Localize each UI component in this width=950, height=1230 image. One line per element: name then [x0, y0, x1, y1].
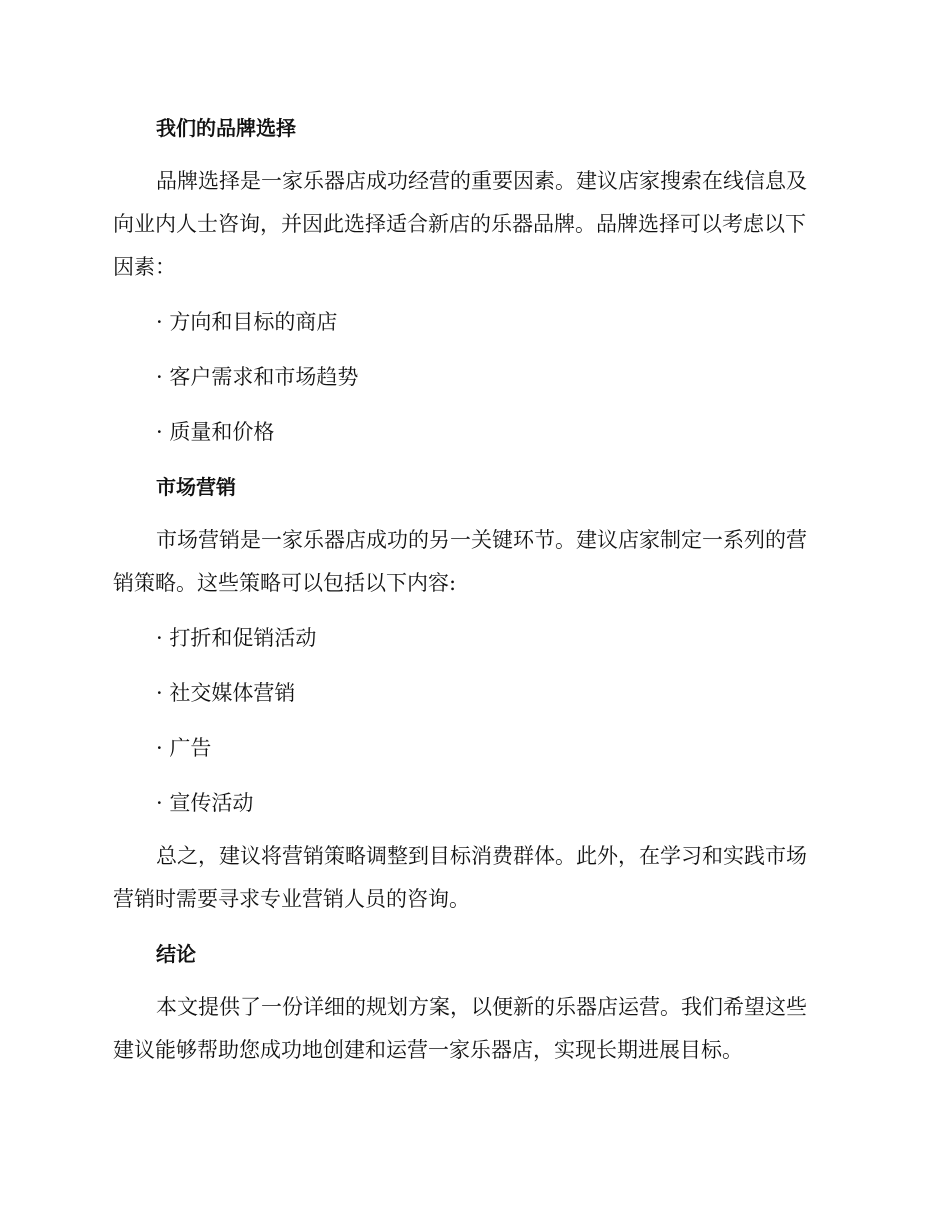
bullet-item: · 打折和促销活动: [156, 626, 317, 650]
text-line: 销策略。这些策略可以包括以下内容:: [113, 571, 457, 595]
section-heading-brand: 我们的品牌选择: [156, 116, 296, 140]
section-heading-marketing: 市场营销: [156, 475, 236, 499]
text-line: 因素：: [113, 255, 176, 279]
bullet-item: · 宣传活动: [156, 791, 254, 815]
text-line: 品牌选择是一家乐器店成功经营的重要因素。建议店家搜索在线信息及: [156, 169, 807, 193]
text-line: 本文提供了一份详细的规划方案，以便新的乐器店运营。我们希望这些: [156, 995, 807, 1019]
text-line: 总之，建议将营销策略调整到目标消费群体。此外，在学习和实践市场: [156, 844, 807, 868]
text-line: 建议能够帮助您成功地创建和运营一家乐器店，实现长期进展目标。: [113, 1038, 743, 1062]
paragraph-conclusion: [113, 986, 835, 1072]
bullet-item: · 广告: [156, 736, 212, 760]
text-line: 营销时需要寻求专业营销人员的咨询。: [113, 887, 470, 911]
paragraph-brand-intro: [113, 160, 835, 289]
bullet-item: · 质量和价格: [156, 420, 275, 444]
section-heading-conclusion: 结论: [156, 942, 196, 966]
text-line: 向业内人士咨询，并因此选择适合新店的乐器品牌。品牌选择可以考虑以下: [113, 212, 806, 236]
text-line: 市场营销是一家乐器店成功的另一关键环节。建议店家制定一系列的营: [156, 528, 807, 552]
bullet-item: · 客户需求和市场趋势: [156, 365, 359, 389]
paragraph-marketing-summary: [113, 835, 835, 921]
bullet-item: · 方向和目标的商店: [156, 310, 338, 334]
paragraph-marketing-intro: [113, 519, 835, 605]
bullet-item: · 社交媒体营销: [156, 681, 296, 705]
